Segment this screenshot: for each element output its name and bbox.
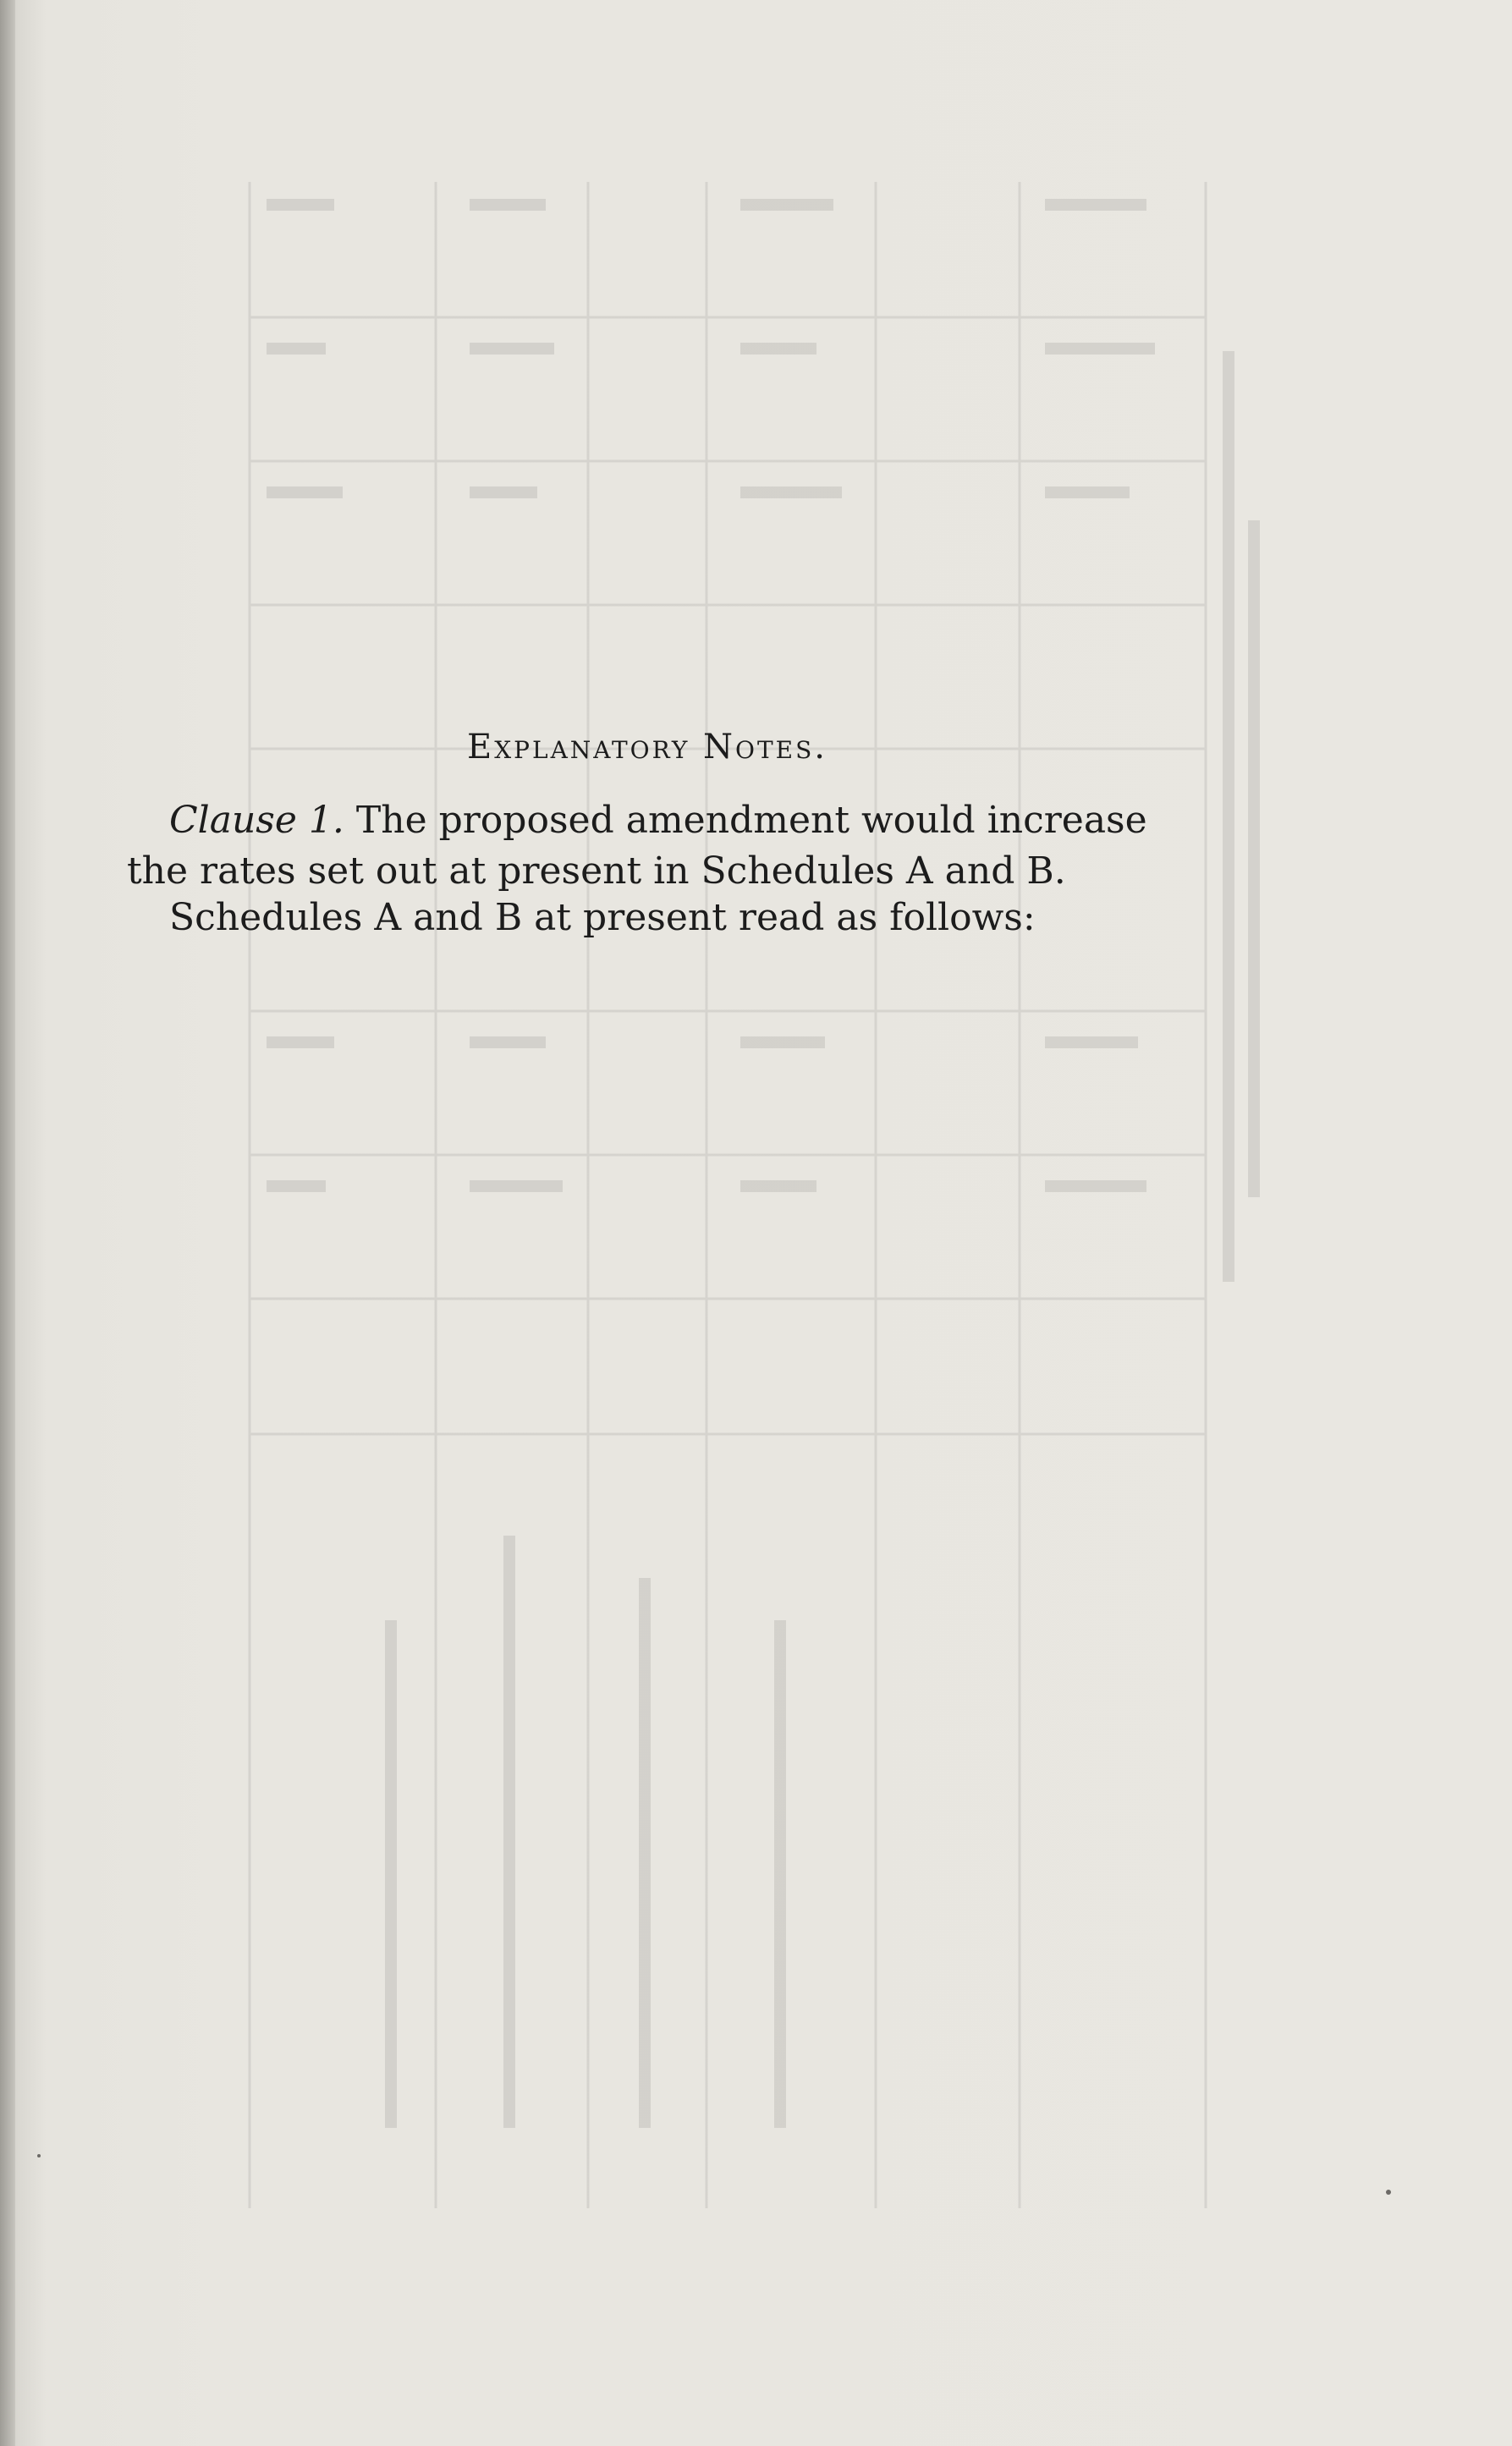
show-through-table [233, 182, 1282, 2208]
paper-speck [1386, 2190, 1391, 2195]
binding-edge [0, 0, 15, 2446]
clause-text: The proposed amendment would increase the rates set out at present in Schedules A and B. [127, 799, 1147, 893]
clause-paragraph [127, 795, 1185, 897]
page-title: Explanatory Notes. [467, 728, 827, 767]
clause-reference: Clause 1. [169, 799, 344, 842]
paper-speck [37, 2154, 41, 2157]
schedules-paragraph: Schedules A and B at present read as follows: [169, 896, 1036, 939]
show-through-grid [233, 182, 1282, 2208]
